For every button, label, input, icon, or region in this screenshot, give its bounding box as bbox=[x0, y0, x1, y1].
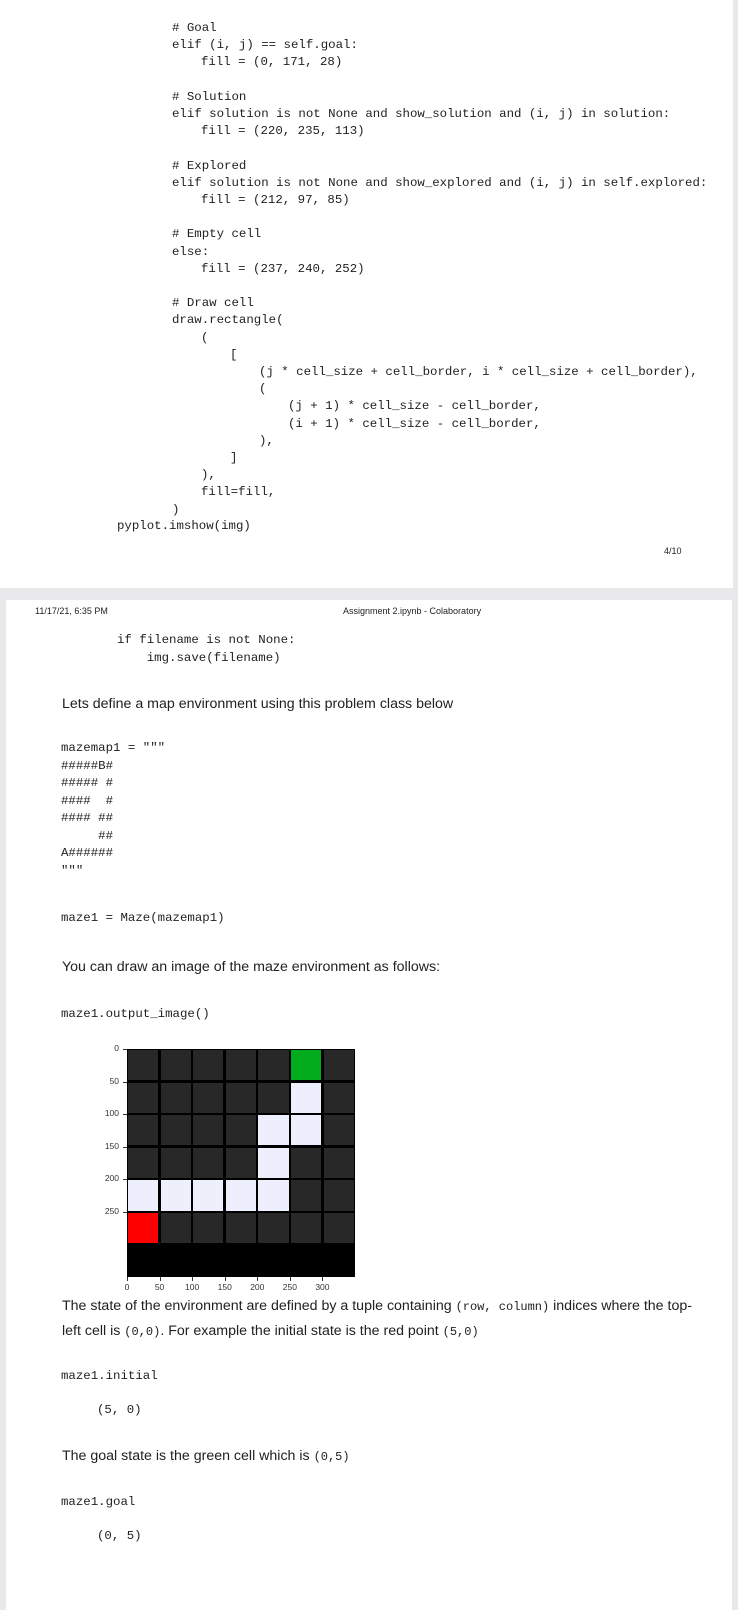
text-state-part3: . For example the initial state is the red point bbox=[160, 1323, 443, 1339]
mazemap-code-line: """ bbox=[61, 863, 84, 878]
code-line: fill = (220, 235, 113) bbox=[201, 124, 365, 139]
code-line: fill = (237, 240, 252) bbox=[201, 261, 365, 276]
mazemap-code-line: #### # bbox=[61, 793, 114, 808]
code-line: ), bbox=[259, 433, 274, 448]
y-tick-mark bbox=[123, 1082, 127, 1083]
maze-cell-empty bbox=[258, 1148, 288, 1178]
code-line: fill = (0, 171, 28) bbox=[201, 55, 343, 70]
maze-cell-empty bbox=[226, 1180, 256, 1210]
save-code-line-2: img.save(filename) bbox=[117, 651, 281, 665]
code-line: ) bbox=[172, 502, 180, 517]
maze-cell-wall bbox=[128, 1050, 158, 1080]
maze-cell-wall bbox=[324, 1050, 354, 1080]
maze-cell-wall bbox=[193, 1083, 223, 1113]
y-tick-mark bbox=[123, 1179, 127, 1180]
maze-cell-wall bbox=[258, 1083, 288, 1113]
notebook-page-5 bbox=[6, 600, 732, 1610]
maze-create-code: maze1 = Maze(mazemap1) bbox=[61, 911, 225, 925]
x-tick-mark bbox=[257, 1277, 258, 1281]
text-goal-part1: The goal state is the green cell which is bbox=[62, 1448, 314, 1464]
code-line: fill=fill, bbox=[201, 485, 276, 500]
code-line: # Solution bbox=[172, 89, 247, 104]
text-define-map: Lets define a map environment using this problem class below bbox=[62, 696, 454, 712]
maze-cell-wall bbox=[161, 1083, 191, 1113]
code-line: # Goal bbox=[172, 21, 217, 35]
save-code-line-1: if filename is not None: bbox=[117, 633, 296, 647]
y-tick-label: 100 bbox=[104, 1108, 119, 1119]
maze-plot-area bbox=[127, 1049, 355, 1277]
maze-cell-wall bbox=[161, 1050, 191, 1080]
maze-cell-wall bbox=[193, 1115, 223, 1145]
maze-cell-empty bbox=[128, 1180, 158, 1210]
text-state-code-rowcol: (row, column) bbox=[455, 1300, 550, 1314]
maze-cell-empty bbox=[161, 1180, 191, 1210]
mazemap-code-line: #####B# bbox=[61, 758, 114, 773]
text-goal-code: (0,5) bbox=[313, 1450, 350, 1464]
text-state-code-origin: (0,0) bbox=[124, 1325, 161, 1339]
text-goal bbox=[62, 1444, 350, 1469]
code-line: (i + 1) * cell_size - cell_border, bbox=[288, 416, 541, 431]
code-line: draw.rectangle( bbox=[172, 313, 284, 328]
code-line: # Draw cell bbox=[172, 296, 254, 311]
maze-cell-wall bbox=[291, 1213, 321, 1243]
mazemap-code-line: #### ## bbox=[61, 811, 114, 825]
maze-cell-wall bbox=[226, 1083, 256, 1113]
code-line: # Explored bbox=[172, 158, 247, 173]
maze-cell-wall bbox=[291, 1148, 321, 1178]
x-tick-mark bbox=[127, 1277, 128, 1281]
x-tick-mark bbox=[160, 1277, 161, 1281]
maze-cell-wall bbox=[226, 1115, 256, 1145]
code-line: ( bbox=[259, 382, 267, 397]
maze-cell-empty bbox=[258, 1180, 288, 1210]
x-tick-label: 50 bbox=[154, 1282, 165, 1292]
goal-code: maze1.goal bbox=[61, 1495, 136, 1509]
print-header-title: Assignment 2.ipynb - Colaboratory bbox=[343, 606, 482, 616]
y-tick-mark bbox=[123, 1212, 127, 1213]
maze-cell-empty bbox=[193, 1180, 223, 1210]
code-line: elif solution is not None and show_solution and (i, j) in solution: bbox=[172, 107, 671, 121]
maze-cell-wall bbox=[324, 1148, 354, 1178]
code-line: (j * cell_size + cell_border, i * cell_size + cell_border), bbox=[259, 365, 698, 379]
maze-cell-wall bbox=[258, 1050, 288, 1080]
mazemap-code-line: ## bbox=[61, 828, 114, 843]
maze-cell-start bbox=[128, 1213, 158, 1243]
maze-cell-wall bbox=[161, 1148, 191, 1178]
maze-chart bbox=[86, 1030, 386, 1292]
maze-cell-wall bbox=[324, 1083, 354, 1113]
x-tick-label: 300 bbox=[315, 1282, 330, 1292]
maze-cell-wall bbox=[161, 1213, 191, 1243]
maze-cell-wall bbox=[128, 1083, 158, 1113]
x-tick-label: 150 bbox=[217, 1282, 232, 1292]
text-state-part2: indices where the top-left cell is bbox=[62, 1298, 692, 1339]
text-state-code-initial: (5,0) bbox=[442, 1325, 479, 1339]
code-line: ), bbox=[201, 468, 216, 483]
notebook-page-4 bbox=[0, 0, 733, 588]
x-tick-mark bbox=[225, 1277, 226, 1281]
maze-cell-empty bbox=[291, 1083, 321, 1113]
maze-cell-wall bbox=[193, 1148, 223, 1178]
maze-cell-empty bbox=[258, 1115, 288, 1145]
y-tick-mark bbox=[123, 1147, 127, 1148]
maze-cell-wall bbox=[128, 1148, 158, 1178]
maze-cell-wall bbox=[324, 1213, 354, 1243]
maze-cell-wall bbox=[226, 1213, 256, 1243]
mazemap-code-line: ##### # bbox=[61, 776, 114, 790]
text-draw-image: You can draw an image of the maze environment as follows: bbox=[62, 959, 441, 975]
y-tick-label: 50 bbox=[109, 1075, 119, 1086]
maze-cell-wall bbox=[226, 1050, 256, 1080]
page-number: 4/10 bbox=[664, 546, 682, 556]
imshow-code-line: pyplot.imshow(img) bbox=[117, 519, 251, 533]
initial-output: (5, 0) bbox=[97, 1403, 142, 1417]
y-tick-mark bbox=[123, 1049, 127, 1050]
maze-cell-wall bbox=[324, 1180, 354, 1210]
code-line: # Empty cell bbox=[172, 227, 262, 242]
y-tick-label: 250 bbox=[104, 1205, 119, 1216]
mazemap-code-line: mazemap1 = """ bbox=[61, 741, 166, 755]
code-line: else: bbox=[172, 244, 210, 259]
maze-cell-wall bbox=[161, 1115, 191, 1145]
code-line: (j + 1) * cell_size - cell_border, bbox=[288, 399, 541, 414]
text-state-part1: The state of the environment are defined by a tuple containing bbox=[62, 1298, 456, 1314]
y-tick-label: 200 bbox=[104, 1173, 119, 1184]
code-line: ] bbox=[230, 451, 238, 465]
text-state-description bbox=[62, 1294, 692, 1344]
x-tick-label: 100 bbox=[185, 1282, 200, 1292]
x-tick-label: 250 bbox=[282, 1282, 297, 1292]
mazemap-code-line: A###### bbox=[61, 846, 114, 860]
x-tick-mark bbox=[192, 1277, 193, 1281]
goal-output: (0, 5) bbox=[97, 1529, 142, 1543]
y-tick-mark bbox=[123, 1114, 127, 1115]
maze-cell-wall bbox=[324, 1115, 354, 1145]
code-line: [ bbox=[230, 347, 238, 362]
output-image-code: maze1.output_image() bbox=[61, 1007, 210, 1021]
maze-cell-wall bbox=[128, 1115, 158, 1145]
maze-cell-wall bbox=[258, 1213, 288, 1243]
print-header-date: 11/17/21, 6:35 PM bbox=[35, 606, 108, 616]
code-line: elif (i, j) == self.goal: bbox=[172, 38, 358, 53]
code-line: ( bbox=[201, 330, 209, 345]
maze-cell-wall bbox=[193, 1050, 223, 1080]
maze-cell-goal bbox=[291, 1050, 321, 1080]
x-tick-mark bbox=[322, 1277, 323, 1281]
y-tick-label: 0 bbox=[114, 1043, 119, 1053]
code-line: elif solution is not None and show_explored and (i, j) in self.explored: bbox=[172, 175, 708, 190]
maze-cell-wall bbox=[291, 1180, 321, 1210]
x-tick-mark bbox=[290, 1277, 291, 1281]
x-tick-label: 0 bbox=[124, 1282, 130, 1292]
x-tick-label: 200 bbox=[250, 1282, 265, 1292]
maze-cell-wall bbox=[226, 1148, 256, 1178]
initial-code: maze1.initial bbox=[61, 1369, 158, 1383]
y-tick-label: 150 bbox=[104, 1140, 119, 1151]
code-line: fill = (212, 97, 85) bbox=[201, 193, 350, 207]
maze-cell-empty bbox=[291, 1115, 321, 1145]
maze-cell-wall bbox=[193, 1213, 223, 1243]
